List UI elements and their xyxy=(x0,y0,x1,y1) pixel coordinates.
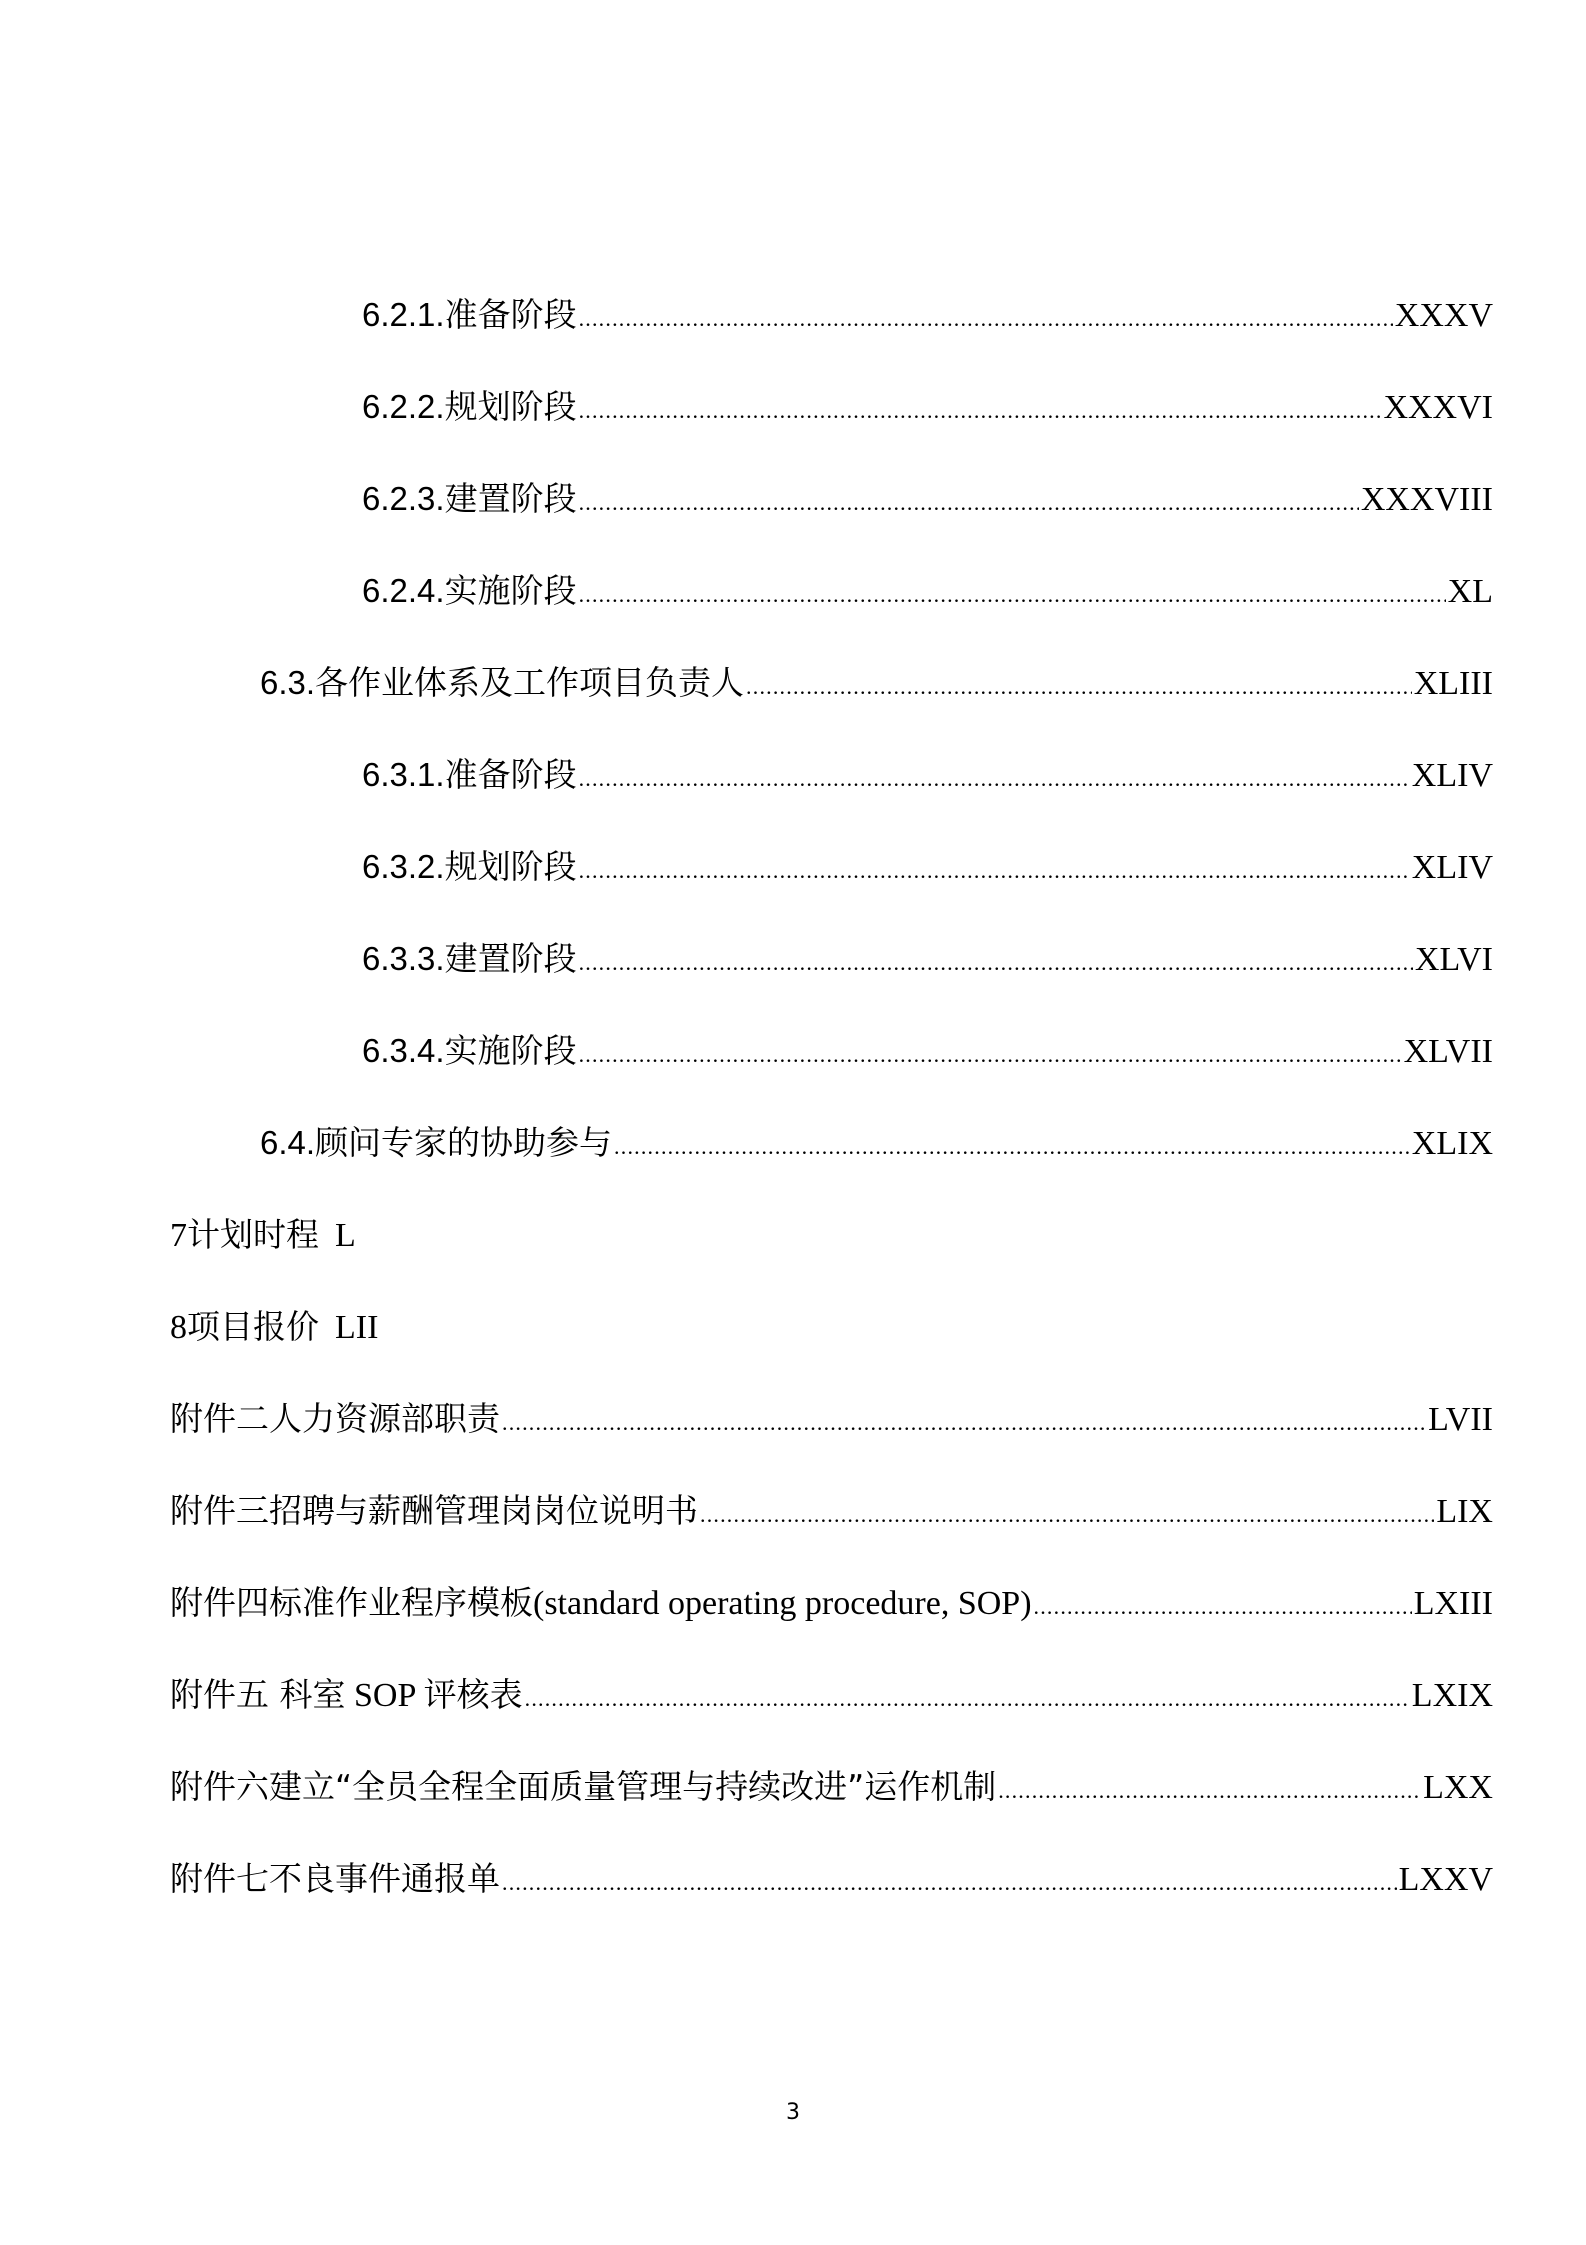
toc-entry-7[interactable] xyxy=(170,1207,356,1263)
toc-entry-title: 6.2.1.准备阶段 xyxy=(362,295,577,334)
toc-entry-title: 6.3.各作业体系及工作项目负责人 xyxy=(260,663,745,702)
toc-entry-title: 附件六建立“全员全程全面质量管理与持续改进”运作机制 xyxy=(170,1767,997,1806)
toc-entry-page: XLVII xyxy=(1403,1033,1493,1070)
dot-leader xyxy=(579,1027,1402,1083)
toc-entry-title: 6.4.顾问专家的协助参与 xyxy=(260,1123,613,1162)
toc-entry-6-3[interactable] xyxy=(260,655,1493,711)
toc-entry-page: XLVI xyxy=(1414,941,1493,978)
dot-leader xyxy=(998,1763,1421,1819)
dot-leader xyxy=(525,1671,1410,1727)
toc-entry-title: 6.2.4.实施阶段 xyxy=(362,571,577,610)
toc-entry-8[interactable] xyxy=(170,1299,378,1355)
toc-entry-appendix-5[interactable] xyxy=(170,1667,1493,1723)
toc-entry-page: LXIX xyxy=(1411,1677,1493,1714)
dot-leader xyxy=(579,935,1413,991)
toc-entry-6-2-4[interactable] xyxy=(362,563,1493,619)
dot-leader xyxy=(579,475,1359,531)
dot-leader xyxy=(579,567,1446,623)
toc-entry-6-3-3[interactable] xyxy=(362,931,1493,987)
toc-entry-page: LVII xyxy=(1428,1401,1493,1438)
toc-entry-appendix-6[interactable] xyxy=(170,1759,1493,1815)
dot-leader xyxy=(579,291,1393,347)
page-number: 3 xyxy=(786,2100,800,2125)
toc-entry-appendix-3[interactable] xyxy=(170,1483,1493,1539)
toc-entry-6-4[interactable] xyxy=(260,1115,1493,1171)
toc-entry-page: XLIV xyxy=(1411,757,1493,794)
toc-entry-title: 8项目报价 xyxy=(170,1307,319,1346)
toc-entry-page: LXIII xyxy=(1413,1585,1493,1622)
toc-entry-appendix-2[interactable] xyxy=(170,1391,1493,1447)
toc-entry-6-3-2[interactable] xyxy=(362,839,1493,895)
toc-entry-page: LIX xyxy=(1436,1493,1493,1530)
dot-leader xyxy=(502,1395,1426,1451)
toc-entry-title: 6.2.3.建置阶段 xyxy=(362,479,577,518)
dot-leader xyxy=(614,1119,1410,1175)
toc-entry-appendix-7[interactable] xyxy=(170,1851,1493,1907)
toc-entry-6-3-1[interactable] xyxy=(362,747,1493,803)
toc-entry-title: 附件七不良事件通报单 xyxy=(170,1859,500,1898)
toc-entry-6-2-2[interactable] xyxy=(362,379,1493,435)
toc-entry-title: 7计划时程 xyxy=(170,1215,319,1254)
toc-entry-6-3-4[interactable] xyxy=(362,1023,1493,1079)
dot-leader xyxy=(579,751,1410,807)
toc-entry-title: 附件五 科室 SOP 评核表 xyxy=(170,1675,523,1714)
toc-entry-title: 附件四标准作业程序模板(standard operating procedure, SOP) xyxy=(170,1583,1032,1622)
dot-leader xyxy=(502,1855,1397,1911)
toc-entry-page: L xyxy=(335,1217,356,1254)
toc-entry-page: LXXV xyxy=(1398,1861,1493,1898)
toc-entry-title: 6.2.2.规划阶段 xyxy=(362,387,577,426)
dot-leader xyxy=(579,383,1382,439)
toc-entry-page: XLIX xyxy=(1411,1125,1493,1162)
toc-entry-title: 6.3.2.规划阶段 xyxy=(362,847,577,886)
dot-leader xyxy=(700,1487,1434,1543)
toc-entry-title: 6.3.1.准备阶段 xyxy=(362,755,577,794)
toc-entry-6-2-3[interactable] xyxy=(362,471,1493,527)
toc-entry-title: 6.3.3.建置阶段 xyxy=(362,939,577,978)
toc-entry-title: 附件二人力资源部职责 xyxy=(170,1399,500,1438)
dot-leader xyxy=(746,659,1412,715)
dot-leader xyxy=(579,843,1410,899)
toc-entry-page: XXXV xyxy=(1394,297,1493,334)
toc-entry-page: XLIII xyxy=(1413,665,1493,702)
toc-entry-page: XLIV xyxy=(1411,849,1493,886)
toc-entry-page: LXX xyxy=(1423,1769,1493,1806)
toc-entry-title: 附件三招聘与薪酬管理岗岗位说明书 xyxy=(170,1491,698,1530)
toc-entry-appendix-4[interactable] xyxy=(170,1575,1493,1631)
toc-entry-6-2-1[interactable] xyxy=(362,287,1493,343)
toc-entry-page: LII xyxy=(335,1309,379,1346)
toc-entry-page: XXXVIII xyxy=(1360,481,1493,518)
toc-entry-title: 6.3.4.实施阶段 xyxy=(362,1031,577,1070)
toc-entry-page: XXXVI xyxy=(1383,389,1493,426)
toc-entry-page: XL xyxy=(1447,573,1493,610)
dot-leader xyxy=(1034,1579,1412,1635)
